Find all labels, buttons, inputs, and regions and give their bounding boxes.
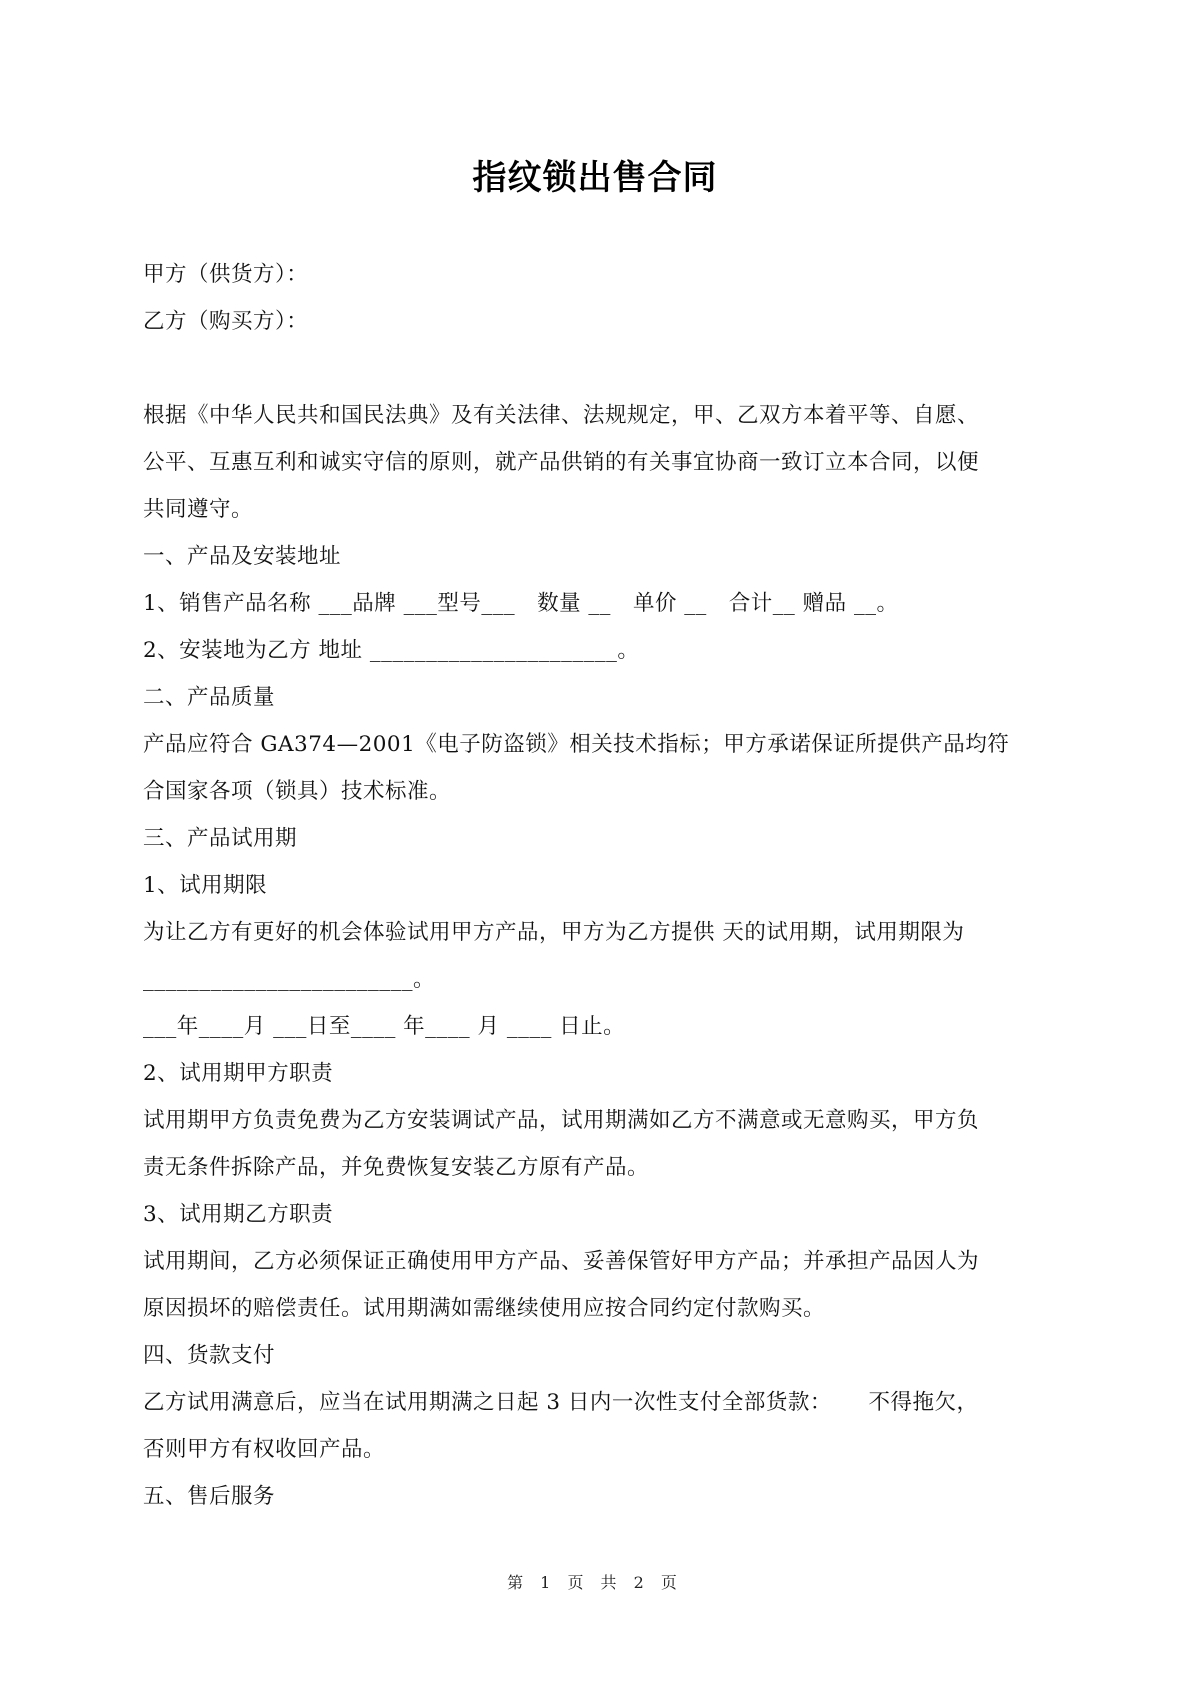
- preamble-line-3: 共同遵守。: [143, 497, 254, 522]
- section-4-body-1: 乙方试用满意后，应当在试用期满之日起 3 日内一次性支付全部货款： 不得拖欠，: [143, 1390, 979, 1415]
- section-2-body-2: 合国家各项（锁具）技术标准。: [143, 779, 452, 804]
- section-3-sub-1-heading: 1、试用期限: [143, 873, 268, 898]
- section-2-heading: 二、产品质量: [143, 685, 276, 710]
- section-3-sub-3-body-2: 原因损坏的赔偿责任。试用期满如需继续使用应按合同约定付款购买。: [143, 1296, 826, 1321]
- section-3-heading: 三、产品试用期: [143, 826, 298, 851]
- section-1-heading: 一、产品及安装地址: [143, 544, 342, 569]
- section-3-sub-2-heading: 2、试用期甲方职责: [143, 1061, 334, 1086]
- party-b-label: 乙方（购买方）：: [143, 309, 309, 334]
- section-3-sub-1-body-3: ___年____月 ___日至____ 年____ 月 ____ 日止。: [143, 1014, 626, 1039]
- section-3-sub-2-body-2: 责无条件拆除产品，并免费恢复安装乙方原有产品。: [143, 1155, 650, 1180]
- section-2-body-1: 产品应符合 GA374—2001《电子防盗锁》相关技术指标；甲方承诺保证所提供产品均符: [143, 732, 1010, 757]
- document-title: 指纹锁出售合同: [472, 158, 718, 198]
- page-indicator: 第 1 页 共 2 页: [507, 1573, 683, 1592]
- section-4-body-2: 否则甲方有权收回产品。: [143, 1437, 386, 1462]
- section-1-item-1: 1、销售产品名称 ___品牌 ___型号___ 数量 __ 单价 __ 合计__ 赠品 __。: [143, 591, 899, 616]
- section-3-sub-3-heading: 3、试用期乙方职责: [143, 1202, 334, 1227]
- section-5-heading: 五、售后服务: [143, 1484, 276, 1509]
- section-3-sub-1-body-2: ________________________。: [143, 967, 436, 992]
- section-3-sub-2-body-1: 试用期甲方负责免费为乙方安装调试产品，试用期满如乙方不满意或无意购买，甲方负: [143, 1108, 980, 1133]
- section-4-heading: 四、货款支付: [143, 1343, 276, 1368]
- section-3-sub-1-body-1: 为让乙方有更好的机会体验试用甲方产品，甲方为乙方提供 天的试用期，试用期限为: [143, 920, 965, 945]
- section-1-item-2: 2、安装地为乙方 地址 ______________________。: [143, 638, 640, 663]
- section-3-sub-3-body-1: 试用期间，乙方必须保证正确使用甲方产品、妥善保管好甲方产品；并承担产品因人为: [143, 1249, 980, 1274]
- party-a-label: 甲方（供货方）：: [143, 262, 309, 287]
- preamble-line-2: 公平、互惠互利和诚实守信的原则，就产品供销的有关事宜协商一致订立本合同，以便: [143, 450, 980, 475]
- preamble-line-1: 根据《中华人民共和国民法典》及有关法律、法规规定，甲、乙双方本着平等、自愿、: [143, 403, 980, 428]
